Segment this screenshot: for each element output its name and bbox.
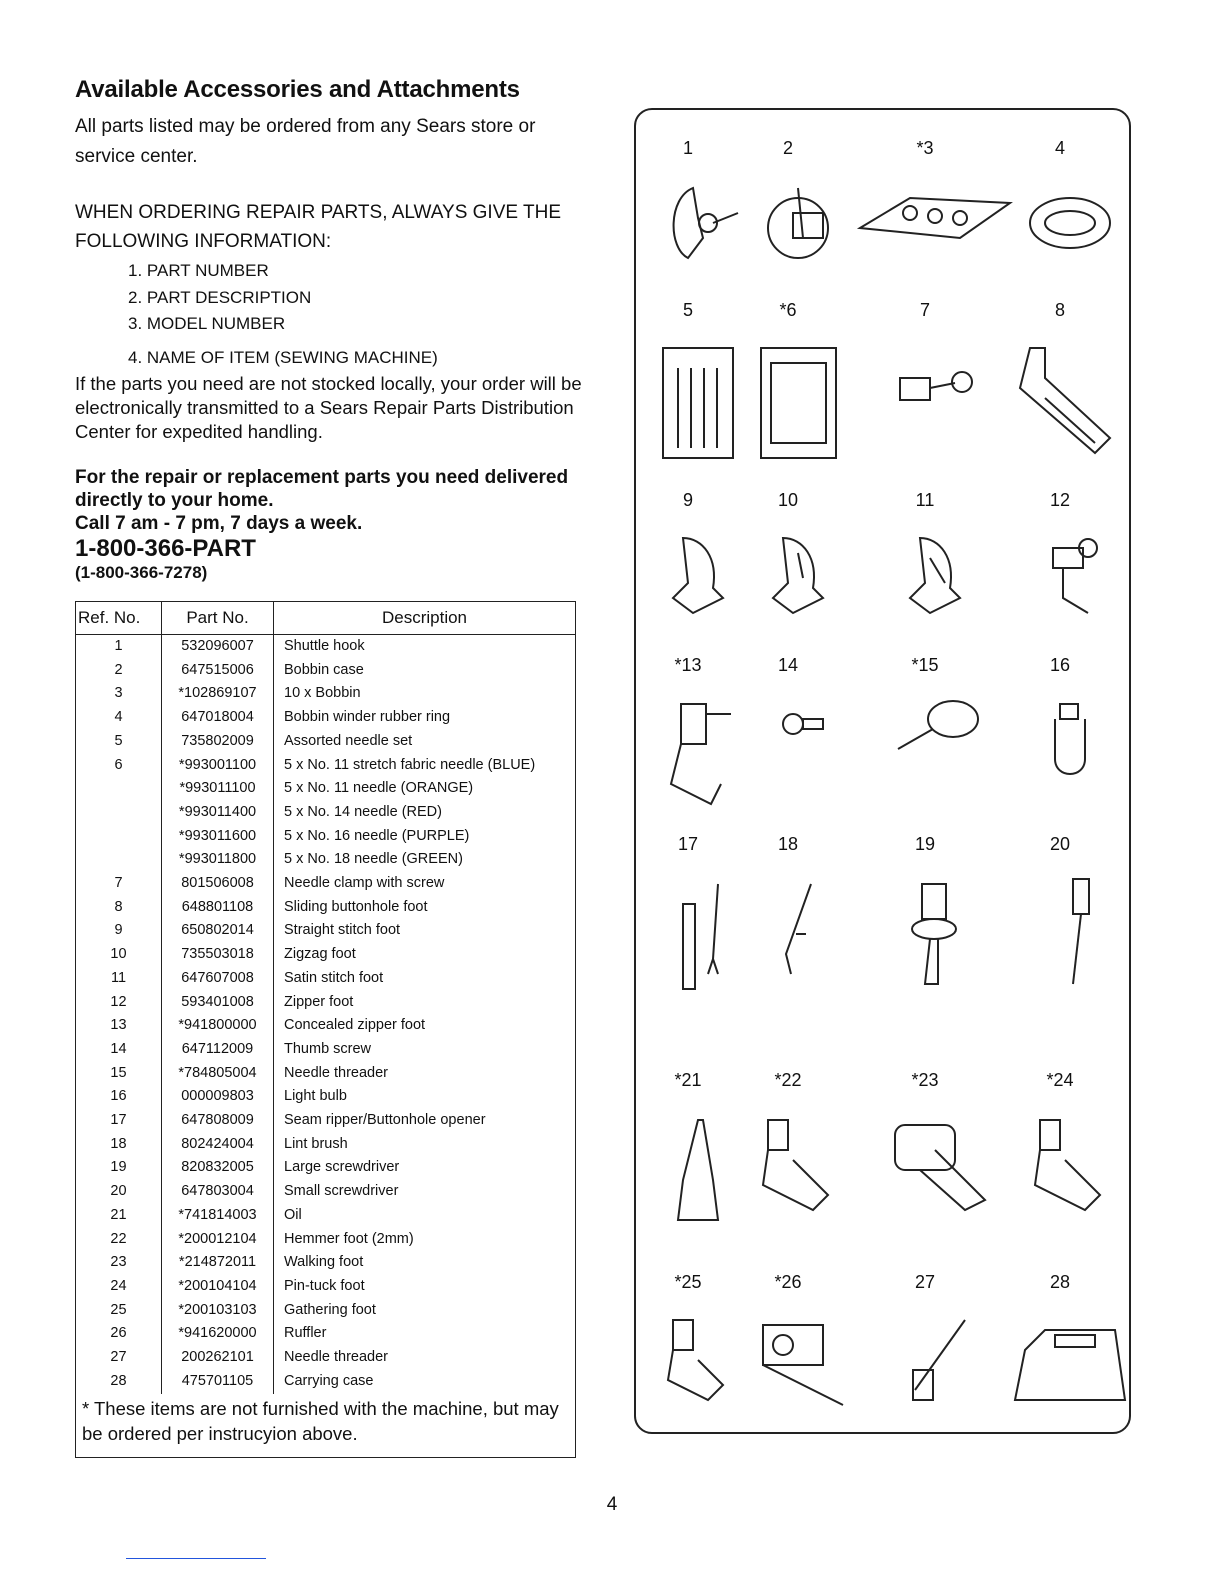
description-cell: Straight stitch foot [284,922,401,939]
stock-note: If the parts you need are not stocked locally, your order will be electronically transmitted to a Sears Repair Parts Distribution Center for expedited handling. [75,373,582,442]
zipper-foot-icon [1033,528,1108,653]
accessory-number-label: *15 [911,655,939,675]
thumb-screw-icon [768,694,828,819]
ref-no-cell: 13 [76,1014,162,1038]
table-row [76,1322,575,1346]
table-footnote: * These items are not furnished with the machine, but may be ordered per instrucyion above. [82,1398,559,1444]
ref-no-cell: 16 [76,1085,162,1109]
part-no-cell: *993011600 [162,825,274,849]
table-row [76,1204,575,1228]
table-row [76,1062,575,1086]
straight-stitch-foot-icon [663,528,733,653]
ref-no-cell: 19 [76,1156,162,1180]
ref-no-cell [76,777,162,801]
description-cell: Needle threader [284,1064,388,1081]
accessory-number-label: *13 [674,655,702,675]
hemmer-foot-icon [753,1110,843,1235]
oil-bottle-icon [668,1110,728,1235]
gathering-foot-icon [658,1310,738,1435]
part-no-cell: 735503018 [162,943,274,967]
accessory-number-label: *23 [911,1070,939,1090]
needle-pack-icon [751,338,846,463]
concealed-zipper-foot-icon [661,694,736,819]
description-cell: 5 x No. 18 needle (GREEN) [284,851,463,868]
part-no-cell: *784805004 [162,1062,274,1086]
ref-no-cell: 2 [76,659,162,683]
lint-brush-icon [776,874,821,999]
table-row [76,1370,575,1394]
description-cell: Shuttle hook [284,638,365,654]
ref-no-cell: 4 [76,706,162,730]
ref-no-cell: 5 [76,730,162,754]
accessory-number-label: *6 [779,300,797,320]
table-row [76,1180,575,1204]
accessory-number-label: 7 [919,300,930,320]
accessory-number-label: 20 [1049,834,1071,854]
column-header-description: Description [274,602,576,635]
ref-no-cell: 8 [76,896,162,920]
table-row [76,1275,575,1299]
footer-link-line [126,1558,266,1559]
accessory-number-label: 2 [782,138,793,158]
accessory-number-label: 17 [677,834,699,854]
part-no-cell: 647803004 [162,1180,274,1204]
description-cell: Bobbin case [284,661,364,678]
ref-no-cell: 15 [76,1062,162,1086]
accessory-number-label: *25 [674,1272,702,1292]
accessory-number-label: 14 [777,655,799,675]
accessory-number-label: 19 [914,834,936,854]
pin-tuck-foot-icon [1025,1110,1115,1235]
table-row [76,1299,575,1323]
accessory-number-label: 9 [682,490,693,510]
needle-threader-tool-icon [895,1310,975,1435]
delivery-info [75,466,605,535]
part-no-cell: 648801108 [162,896,274,920]
column-header-ref-no: Ref. No. [76,602,162,635]
light-bulb-icon [1040,694,1100,819]
part-no-cell: 647808009 [162,1109,274,1133]
description-cell: Oil [284,1206,302,1223]
description-cell: 5 x No. 11 stretch fabric needle (BLUE) [284,756,536,773]
ruffler-icon [743,1310,853,1435]
call-hours: Call 7 am - 7 pm, 7 days a week. [75,513,363,534]
column-header-part-no: Part No. [162,602,274,635]
intro-text: All parts listed may be ordered from any Sears store or service center. [75,116,536,167]
ref-no-cell: 1 [76,635,162,659]
description-cell: Ruffler [284,1325,327,1342]
table-row [76,706,575,730]
ref-no-cell: 21 [76,1204,162,1228]
phone-number-digits: (1-800-366-7278) [75,563,208,582]
table-row [76,1346,575,1370]
description-cell: Zipper foot [284,993,354,1010]
part-no-cell: *741814003 [162,1204,274,1228]
accessory-number-label: 28 [1049,1272,1071,1292]
part-no-cell: *993011800 [162,848,274,872]
needle-set-icon [653,338,743,463]
needle-threader-icon [888,694,983,819]
description-cell: Small screwdriver [284,1183,399,1200]
accessory-number-label: 12 [1049,490,1071,510]
part-no-cell: *200104104 [162,1275,274,1299]
description-cell: Light bulb [284,1088,347,1105]
table-row [76,1014,575,1038]
ref-no-cell: 18 [76,1133,162,1157]
ref-no-cell: 11 [76,967,162,991]
accessory-number-label: 27 [914,1272,936,1292]
description-cell: 5 x No. 14 needle (RED) [284,803,442,820]
table-row [76,1133,575,1157]
needle-clamp-icon [890,338,980,463]
ordering-heading: WHEN ORDERING REPAIR PARTS, ALWAYS GIVE THE FOLLOWING INFORMATION: [75,202,561,252]
description-cell: Needle clamp with screw [284,875,445,892]
table-row [76,872,575,896]
page-number: 4 [606,1494,618,1515]
table-row [76,991,575,1015]
ordering-info-item: 2. PART DESCRIPTION [128,287,312,307]
carrying-case-icon [1005,1310,1135,1435]
part-no-cell: 647112009 [162,1038,274,1062]
ref-no-cell: 9 [76,919,162,943]
accessory-number-label: *3 [916,138,934,158]
part-no-cell: 593401008 [162,991,274,1015]
ref-no-cell: 17 [76,1109,162,1133]
table-row [76,1109,575,1133]
part-no-cell: *993011100 [162,777,274,801]
table-row [76,1156,575,1180]
description-cell: Satin stitch foot [284,969,384,986]
ref-no-cell: 26 [76,1322,162,1346]
table-row [76,730,575,754]
ordering-info-item: 4. NAME OF ITEM (SEWING MACHINE) [128,347,438,367]
part-no-cell: 475701105 [162,1370,274,1394]
part-no-cell: 802424004 [162,1133,274,1157]
ref-no-cell: 20 [76,1180,162,1204]
description-cell: Bobbin winder rubber ring [284,709,451,726]
small-screwdriver-icon [1048,874,1093,999]
table-header-row [76,602,575,635]
ref-no-cell [76,825,162,849]
ref-no-cell: 28 [76,1370,162,1394]
part-no-cell: *214872011 [162,1251,274,1275]
shuttle-hook-icon [663,178,733,303]
description-cell: 5 x No. 11 needle (ORANGE) [284,780,474,797]
ref-no-cell: 22 [76,1228,162,1252]
ref-no-cell: 10 [76,943,162,967]
seam-ripper-icon [668,874,728,999]
part-no-cell: 820832005 [162,1156,274,1180]
part-no-cell: 532096007 [162,635,274,659]
accessory-number-label: *21 [674,1070,702,1090]
table-row [76,943,575,967]
parts-table [76,602,575,1394]
part-no-cell: 801506008 [162,872,274,896]
description-cell: Carrying case [284,1372,374,1389]
accessory-number-label: *22 [774,1070,802,1090]
table-row [76,1085,575,1109]
parts-table-box [75,601,576,1458]
ref-no-cell [76,848,162,872]
part-no-cell: 200262101 [162,1346,274,1370]
table-row [76,1251,575,1275]
part-no-cell: *200103103 [162,1299,274,1323]
ref-no-cell: 24 [76,1275,162,1299]
delivery-line: For the repair or replacement parts you need delivered directly to your home. [75,467,569,511]
description-cell: Lint brush [284,1135,348,1152]
accessory-number-label: 8 [1054,300,1065,320]
description-cell: 5 x No. 16 needle (PURPLE) [284,827,470,844]
description-cell: Gathering foot [284,1301,376,1318]
part-no-cell: 647515006 [162,659,274,683]
accessory-number-label: 11 [915,490,935,510]
part-no-cell: *993011400 [162,801,274,825]
table-row [76,754,575,778]
part-no-cell: 647018004 [162,706,274,730]
table-row [76,848,575,872]
accessory-number-label: *26 [774,1272,802,1292]
part-no-cell: 000009803 [162,1085,274,1109]
part-no-cell: *941800000 [162,1014,274,1038]
table-row [76,967,575,991]
accessory-number-label: 1 [682,138,693,158]
description-cell: Seam ripper/Buttonhole opener [284,1112,486,1129]
description-cell: Concealed zipper foot [284,1017,426,1034]
part-no-cell: 647607008 [162,967,274,991]
part-no-cell: *102869107 [162,682,274,706]
accessories-illustration-panel [634,108,1131,1434]
accessory-number-label: 16 [1049,655,1071,675]
ref-no-cell [76,801,162,825]
table-row [76,919,575,943]
table-row [76,896,575,920]
part-no-cell: 650802014 [162,919,274,943]
accessory-number-label: 10 [777,490,799,510]
table-row [76,801,575,825]
accessory-number-label: *24 [1046,1070,1074,1090]
part-no-cell: *200012104 [162,1228,274,1252]
description-cell: Needle threader [284,1349,388,1366]
ref-no-cell: 6 [76,754,162,778]
bobbins-icon [850,178,1020,303]
walking-foot-icon [875,1110,995,1235]
zigzag-foot-icon [763,528,833,653]
ref-no-cell: 14 [76,1038,162,1062]
ordering-info-item: 3. MODEL NUMBER [128,314,286,333]
description-cell: Pin-tuck foot [284,1277,365,1294]
description-cell: Thumb screw [284,1040,372,1057]
ordering-info-item: 1. PART NUMBER [128,261,269,280]
page-title: Available Accessories and Attachments [75,76,520,103]
part-no-cell: *941620000 [162,1322,274,1346]
description-cell: Walking foot [284,1254,364,1271]
phone-number: 1-800-366-PART [75,535,256,562]
description-cell: Sliding buttonhole foot [284,898,428,915]
bobbin-case-icon [758,178,838,303]
large-screwdriver-icon [900,874,970,999]
ref-no-cell: 12 [76,991,162,1015]
part-no-cell: 735802009 [162,730,274,754]
table-row [76,777,575,801]
table-row [76,825,575,849]
part-no-cell: *993001100 [162,754,274,778]
buttonhole-foot-icon [1010,338,1130,463]
ordering-info-list [128,258,438,371]
ref-no-cell: 27 [76,1346,162,1370]
table-row [76,682,575,706]
table-row [76,659,575,683]
description-cell: Zigzag foot [284,946,356,963]
ref-no-cell: 7 [76,872,162,896]
description-cell: 10 x Bobbin [284,685,361,702]
parts-table-body [76,635,575,1394]
table-row [76,635,575,659]
ref-no-cell: 3 [76,682,162,706]
table-row [76,1038,575,1062]
table-row [76,1228,575,1252]
description-cell: Hemmer foot (2mm) [284,1230,414,1247]
satin-stitch-foot-icon [900,528,970,653]
description-cell: Assorted needle set [284,732,413,749]
rubber-ring-icon [1025,178,1115,303]
accessory-number-label: 18 [777,834,799,854]
ref-no-cell: 25 [76,1299,162,1323]
accessory-number-label: 5 [682,300,693,320]
accessory-number-label: 4 [1054,138,1065,158]
description-cell: Large screwdriver [284,1159,400,1176]
ref-no-cell: 23 [76,1251,162,1275]
